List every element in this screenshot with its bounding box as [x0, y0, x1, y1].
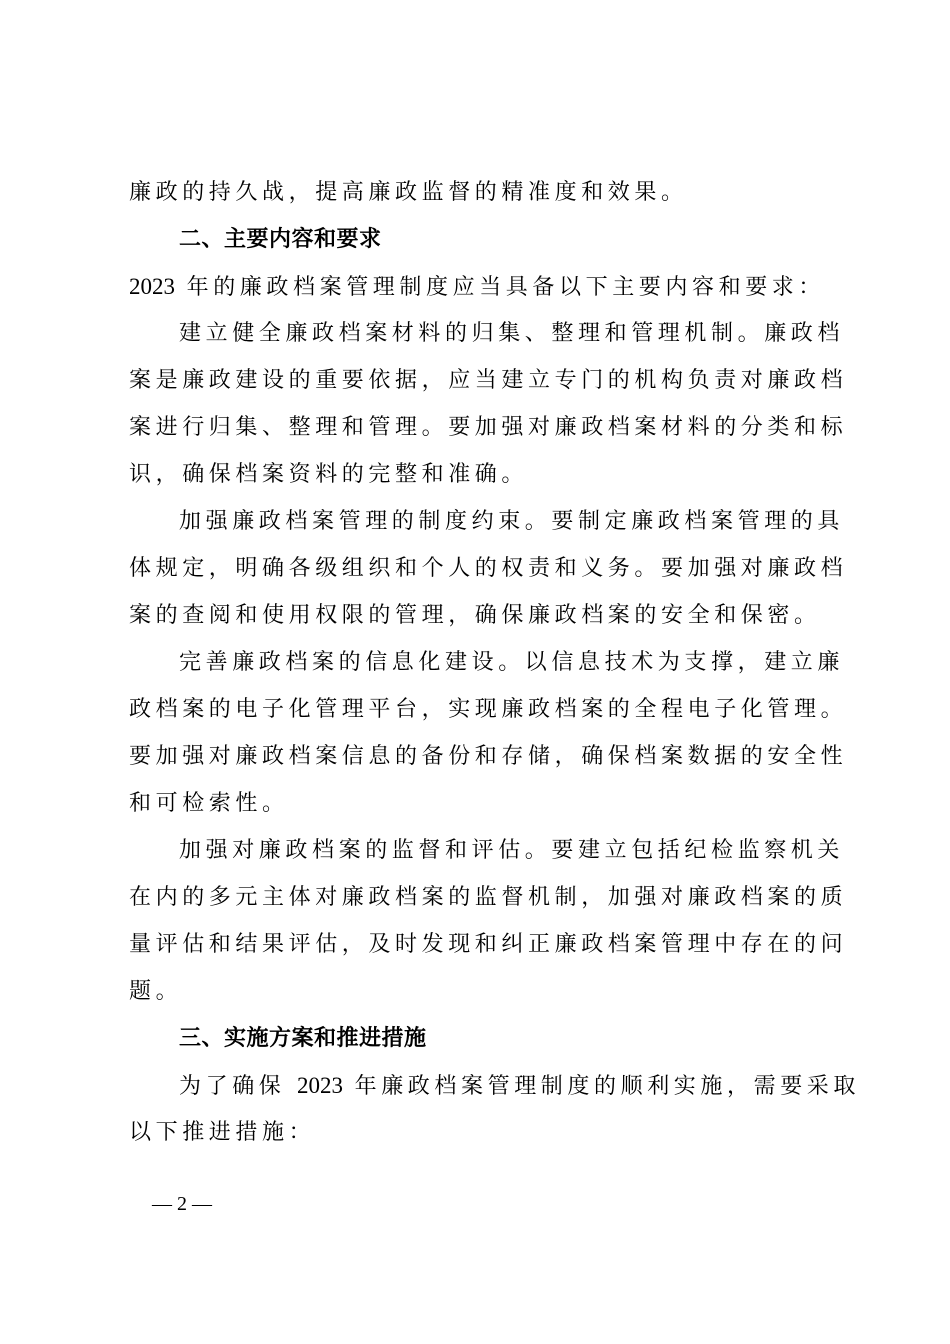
- text-line: 量评估和结果评估，及时发现和纠正廉政档案管理中存在的问: [129, 932, 848, 957]
- paragraph-3-line-3: [129, 742, 847, 772]
- text-line: 加强廉政档案管理的制度约束。要制定廉政档案管理的具: [179, 509, 845, 534]
- paragraph-5-line-1: [179, 1071, 860, 1102]
- text-line: 年廉政档案管理制度的顺利实施，需要采取: [343, 1074, 860, 1099]
- paragraph-1-line-4: [129, 460, 528, 490]
- section-heading-2: [179, 225, 382, 255]
- text-line: 在内的多元主体对廉政档案的监督机制，加强对廉政档案的质: [129, 885, 848, 910]
- text-line: 案的查阅和使用权限的管理，确保廉政档案的安全和保密。: [129, 603, 821, 628]
- paragraph-1-line-3: [129, 413, 847, 443]
- text-line: 年的廉政档案管理制度应当具备以下主要内容和要求：: [175, 275, 825, 300]
- text-line: 体规定，明确各级组织和个人的权责和义务。要加强对廉政档: [129, 556, 848, 581]
- text-line: 识，确保档案资料的完整和准确。: [129, 462, 529, 487]
- section-intro: [129, 272, 825, 303]
- paragraph-4-line-3: [129, 930, 847, 960]
- paragraph-1-line-2: [129, 366, 847, 396]
- page-number: — 2 —: [152, 1193, 212, 1215]
- text-line: 案进行归集、整理和管理。要加强对廉政档案材料的分类和标: [129, 415, 848, 440]
- heading-text: 二、主要内容和要求: [179, 227, 382, 252]
- text-line: 案是廉政建设的重要依据，应当建立专门的机构负责对廉政档: [129, 368, 848, 393]
- paragraph-3-line-1: [179, 648, 844, 678]
- text-line: 题。: [129, 979, 183, 1004]
- text-line: 完善廉政档案的信息化建设。以信息技术为支撑，建立廉: [179, 650, 845, 675]
- year-number: 2023: [297, 1073, 343, 1098]
- text-line: 政档案的电子化管理平台，实现廉政档案的全程电子化管理。: [129, 697, 848, 722]
- section-heading-3: [179, 1024, 427, 1054]
- text-line: 为了确保: [179, 1074, 297, 1099]
- paragraph-3-line-2: [129, 695, 847, 725]
- text-line: 廉政的持久战，提高廉政监督的精准度和效果。: [129, 180, 688, 205]
- paragraph-continuation: [129, 178, 688, 208]
- text-line: 建立健全廉政档案材料的归集、整理和管理机制。廉政档: [179, 321, 845, 346]
- paragraph-4-line-1: [179, 836, 844, 866]
- paragraph-4-line-2: [129, 883, 847, 913]
- text-line: 要加强对廉政档案信息的备份和存储，确保档案数据的安全性: [129, 744, 848, 769]
- paragraph-5-line-2: [129, 1118, 315, 1148]
- heading-text: 三、实施方案和推进措施: [179, 1026, 427, 1051]
- paragraph-2-line-2: [129, 554, 847, 584]
- paragraph-3-line-4: [129, 789, 289, 819]
- paragraph-2-line-3: [129, 601, 821, 631]
- paragraph-2-line-1: [179, 507, 844, 537]
- year-number: 2023: [129, 274, 175, 299]
- text-line: 以下推进措施：: [129, 1120, 316, 1145]
- text-line: 加强对廉政档案的监督和评估。要建立包括纪检监察机关: [179, 838, 845, 863]
- paragraph-1-line-1: [179, 319, 844, 349]
- paragraph-4-line-4: [129, 977, 182, 1007]
- text-line: 和可检索性。: [129, 791, 289, 816]
